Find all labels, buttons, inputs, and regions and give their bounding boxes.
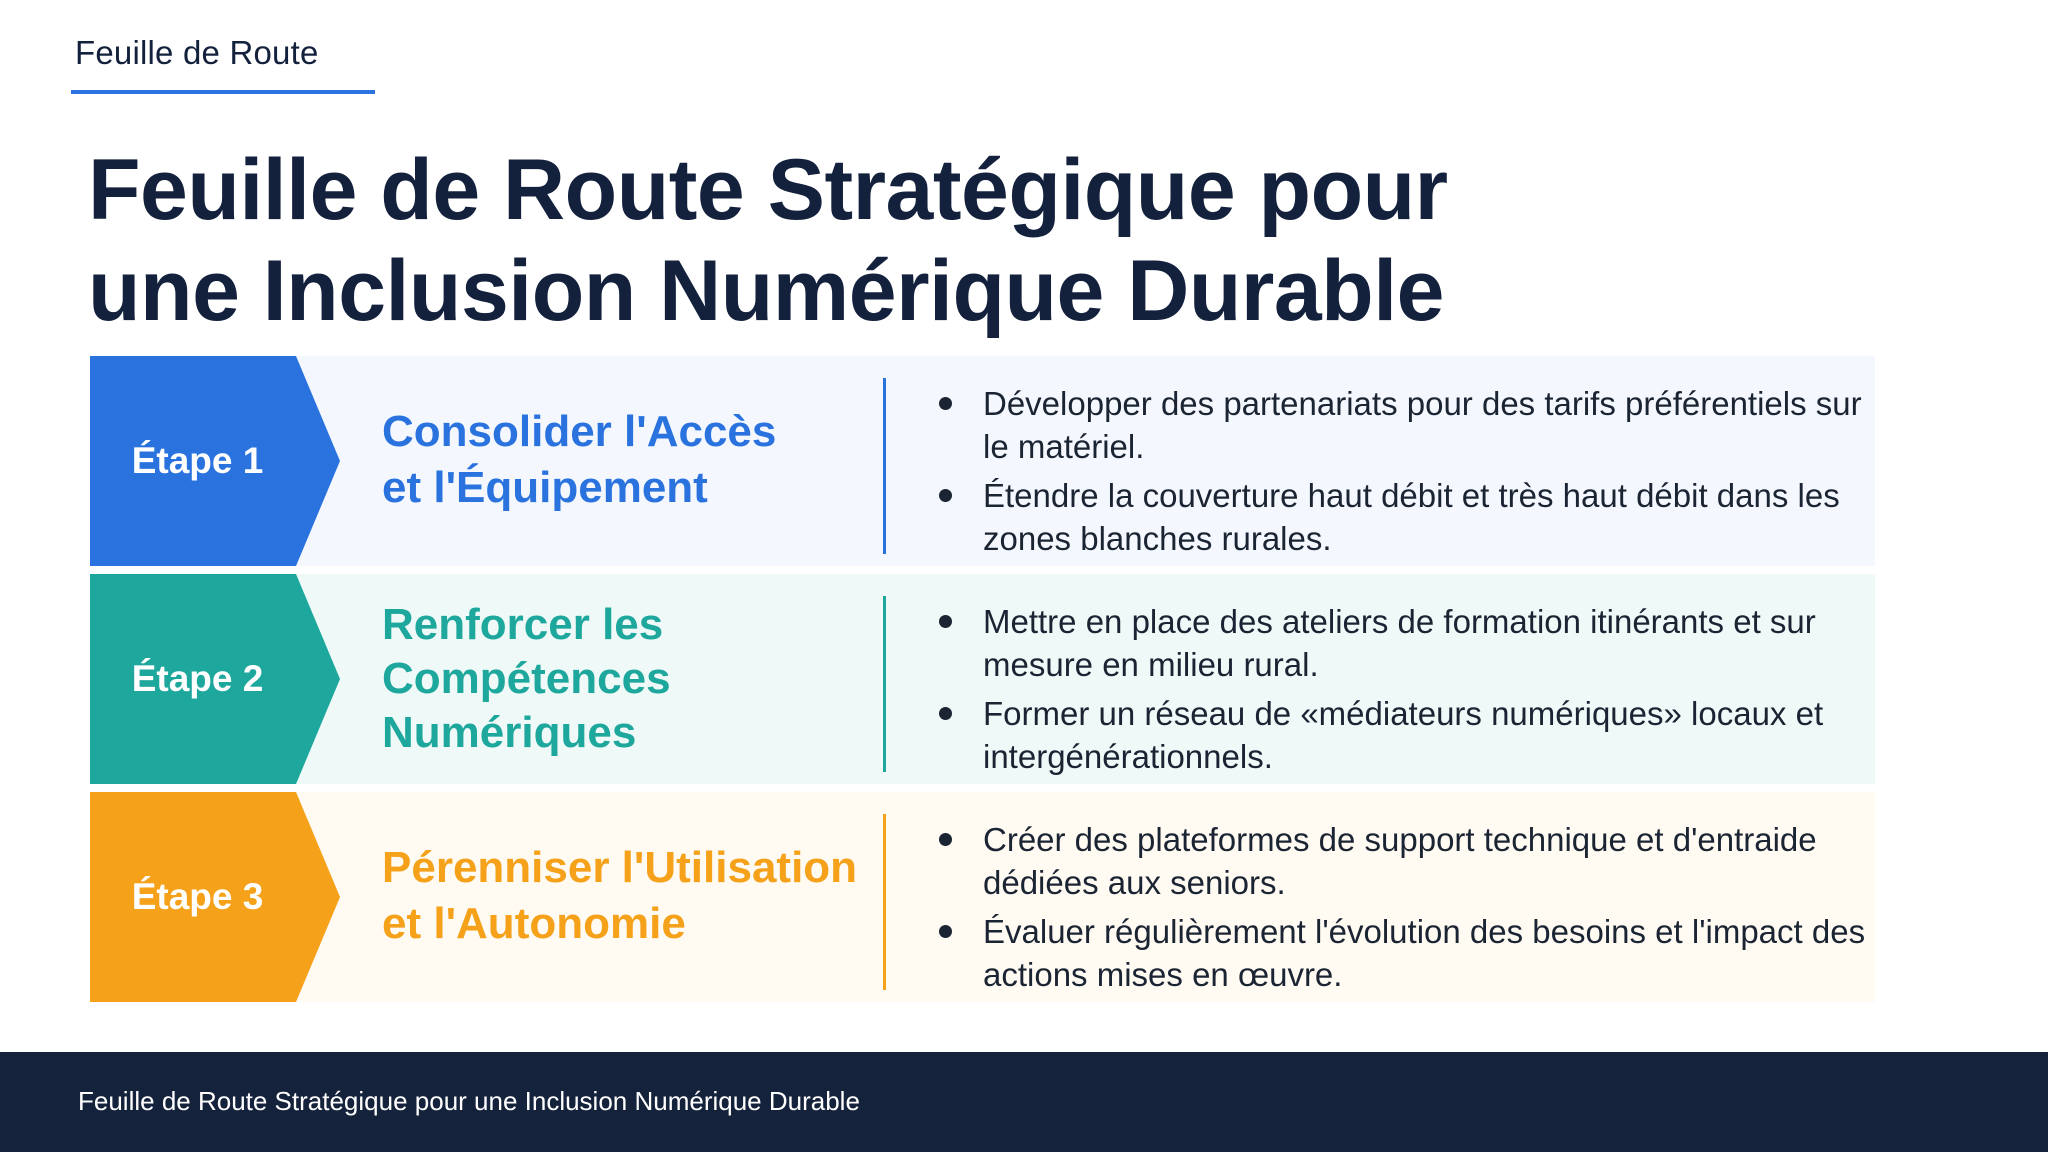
bullet-icon	[939, 925, 952, 938]
step-bullet-list	[983, 818, 1883, 1002]
list-item-text: Évaluer régulièrement l'évolution des besoins et l'impact des actions mises en œuvre.	[983, 913, 1866, 993]
step-badge-label: Étape 2	[131, 658, 264, 699]
list-item	[983, 474, 1883, 560]
bullet-icon	[939, 615, 952, 628]
step-bullet-list	[983, 382, 1883, 566]
list-item	[983, 818, 1883, 904]
step-title-line: et l'Autonomie	[382, 899, 686, 948]
step-bullet-list	[983, 600, 1883, 784]
list-item	[983, 910, 1883, 996]
section-underline	[71, 90, 375, 94]
step-divider	[883, 814, 886, 990]
step-title	[382, 598, 902, 760]
list-item-text: Former un réseau de «médiateurs numériques» locaux et intergénérationnels.	[983, 695, 1824, 775]
step-row-3	[90, 792, 1875, 1002]
page-title-line-1: Feuille de Route Stratégique pour	[88, 142, 1448, 238]
step-row-1	[90, 356, 1875, 566]
bullet-icon	[939, 833, 952, 846]
list-item-text: Développer des partenariats pour des tarifs préférentiels sur le matériel.	[983, 385, 1862, 465]
list-item	[983, 600, 1883, 686]
list-item-text: Étendre la couverture haut débit et très haut débit dans les zones blanches rurales.	[983, 477, 1840, 557]
list-item-text: Créer des plateformes de support technique et d'entraide dédiées aux seniors.	[983, 821, 1817, 901]
list-item	[983, 692, 1883, 778]
step-title-line: Compétences	[382, 654, 671, 703]
step-badge-label: Étape 1	[131, 440, 264, 481]
step-title-line: Renforcer les	[382, 600, 664, 649]
step-row-2	[90, 574, 1875, 784]
step-title	[382, 404, 902, 516]
step-badge-label: Étape 3	[131, 876, 264, 917]
page-title-line-2: une Inclusion Numérique Durable	[88, 243, 1444, 339]
step-title-line: Numériques	[382, 708, 637, 757]
section-label: Feuille de Route	[75, 34, 319, 71]
page-title	[88, 140, 1788, 342]
step-title	[382, 840, 902, 952]
bullet-icon	[939, 489, 952, 502]
bullet-icon	[939, 397, 952, 410]
list-item-text: Mettre en place des ateliers de formation itinérants et sur mesure en milieu rural.	[983, 603, 1816, 683]
footer-title: Feuille de Route Stratégique pour une Inclusion Numérique Durable	[78, 1086, 860, 1116]
step-title-line: et l'Équipement	[382, 463, 708, 512]
step-title-line: Pérenniser l'Utilisation	[382, 843, 858, 892]
step-title-line: Consolider l'Accès	[382, 407, 777, 456]
bullet-icon	[939, 707, 952, 720]
step-divider	[883, 378, 886, 554]
footer-bar	[0, 1052, 2048, 1152]
step-divider	[883, 596, 886, 772]
list-item	[983, 382, 1883, 468]
